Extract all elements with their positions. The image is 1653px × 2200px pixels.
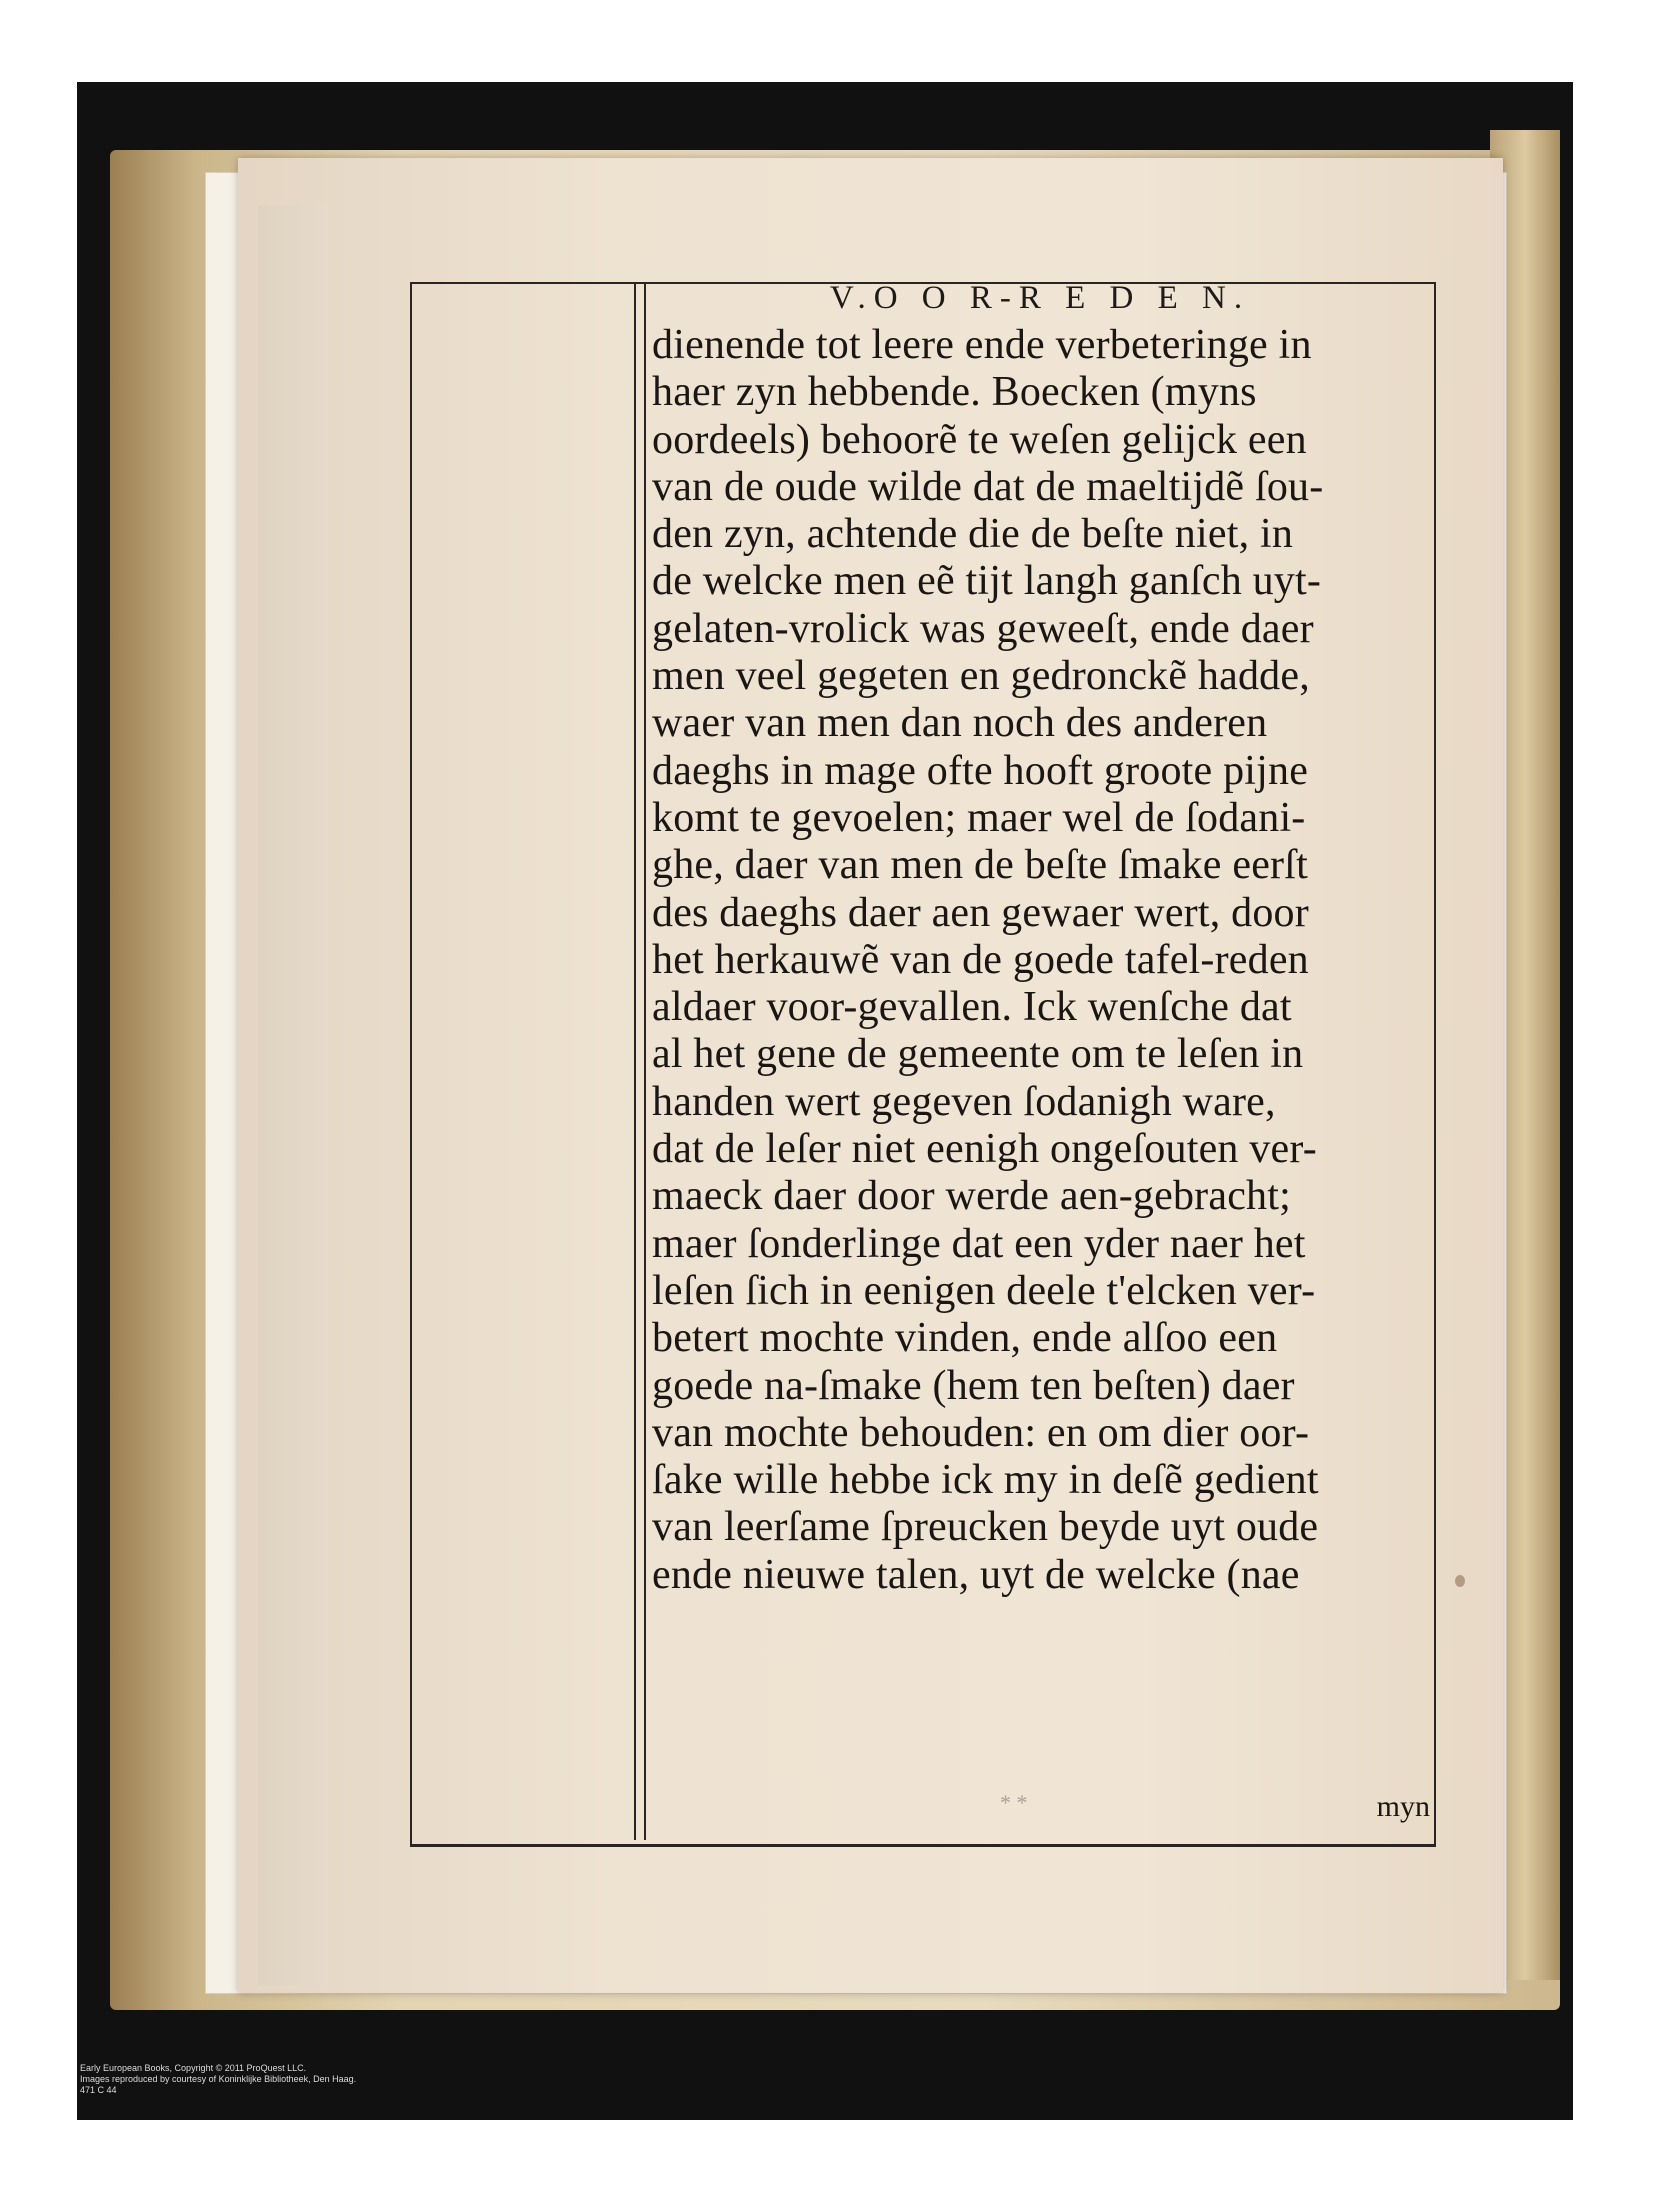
text-line: waer van men dan noch des anderen xyxy=(652,700,1268,747)
text-line: het herkauwẽ van de goede tafel-reden xyxy=(652,936,1309,983)
text-line: handen wert gegeven ſodanigh ware, xyxy=(652,1078,1276,1125)
text-line: leſen ſich in eenigen deele t'elcken ver- xyxy=(652,1267,1316,1314)
text-line: al het gene de gemeente om te leſen in xyxy=(652,1031,1304,1078)
text-line: haer zyn hebbende. Boecken (myns xyxy=(652,369,1257,416)
text-line: maeck daer door werde aen-gebracht; xyxy=(652,1173,1291,1220)
running-title: V.O O R-R E D E N. xyxy=(829,280,1251,316)
text-line: gelaten-vrolick was geweeſt, ende daer xyxy=(652,605,1314,652)
copyright-footer xyxy=(80,2063,980,2096)
signature-mark: * * xyxy=(1000,1790,1028,1815)
text-line: de welcke men eẽ tijt langh ganſch uyt- xyxy=(652,558,1322,605)
text-line: van mochte behouden: en om dier oor- xyxy=(652,1409,1310,1456)
text-line: ghe, daer van men de beſte ſmake eerſt xyxy=(652,842,1308,889)
margin-rule-double xyxy=(644,282,646,1840)
footer-line-3: 471 C 44 xyxy=(80,2085,117,2095)
text-line: maer ſonderlinge dat een yder naer het xyxy=(652,1220,1306,1267)
main-text-block xyxy=(652,322,1422,1599)
text-line: men veel gegeten en gedronckẽ hadde, xyxy=(652,653,1310,700)
text-line: van de oude wilde dat de maeltijdẽ ſou- xyxy=(652,463,1324,510)
margin-rule xyxy=(634,282,636,1840)
text-line: des daeghs daer aen gewaer wert, door xyxy=(652,889,1309,936)
text-line: betert mochte vinden, ende alſoo een xyxy=(652,1315,1278,1362)
text-line: dienende tot leere ende verbeteringe in xyxy=(652,322,1312,368)
catchword: myn xyxy=(1376,1790,1430,1823)
text-line: ſake wille hebbe ick my in deſẽ gedient xyxy=(652,1457,1319,1504)
text-line: ende nieuwe talen, uyt de welcke (nae xyxy=(652,1551,1300,1598)
text-line: komt te gevoelen; maer wel de ſodani- xyxy=(652,794,1306,841)
text-line: den zyn, achtende die de beſte niet, in xyxy=(652,511,1294,558)
text-line: goede na-ſmake (hem ten beſten) daer xyxy=(652,1362,1295,1409)
text-line: dat de leſer niet eenigh ongeſouten ver- xyxy=(652,1126,1317,1173)
paper-stain xyxy=(1455,1575,1465,1587)
text-line: van leerſame ſpreucken beyde uyt oude xyxy=(652,1504,1319,1551)
footer-line-1: Early European Books, Copyright © 2011 ProQuest LLC. xyxy=(80,2063,307,2073)
text-line: daeghs in mage ofte hooft groote pijne xyxy=(652,747,1309,794)
text-line: oordeels) behoorẽ te weſen gelijck een xyxy=(652,416,1307,463)
footer-line-2: Images reproduced by courtesy of Koninklijke Bibliotheek, Den Haag. xyxy=(80,2074,357,2084)
page-edge-strip xyxy=(258,205,328,1985)
text-line: aldaer voor-gevallen. Ick wenſche dat xyxy=(652,984,1292,1031)
